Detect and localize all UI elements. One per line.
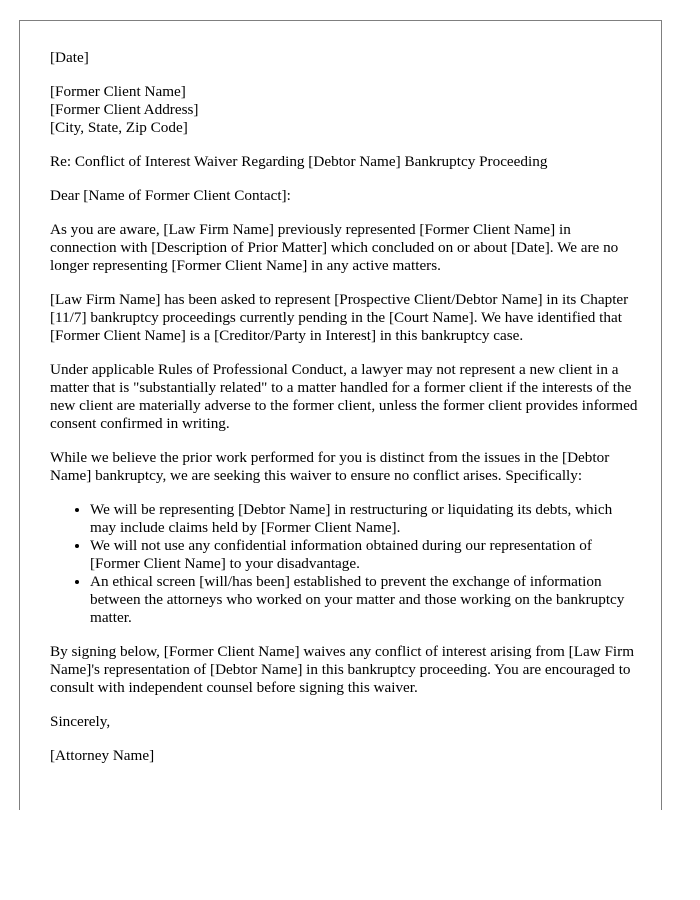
letter-date: [Date] (50, 49, 89, 66)
paragraph-waiver-statement: By signing below, [Former Client Name] waives any conflict of interest arising from [Law Firm Name]'s representation of [Debtor Name] in this bankruptcy proceeding. You are encouraged to consult with independent counsel before signing this waiver. (50, 643, 635, 696)
paragraph-new-engagement: [Law Firm Name] has been asked to represent [Prospective Client/Debtor Name] in its Chapter [11/7] bankruptcy proceedings currently pending in the [Court Name]. We have identified that [Former Client Name] is a [Creditor/Party in Interest] in this bankruptcy case. (50, 291, 629, 344)
signature-name: [Attorney Name] (50, 747, 155, 764)
paragraph-prior-representation: As you are aware, [Law Firm Name] previously represented [Former Client Name] in connection with [Description of Prior Matter] which concluded on or about [Date]. We are no longer representing [Former Client Name] in any active matters. (50, 221, 619, 274)
salutation: Dear [Name of Former Client Contact]: (50, 187, 291, 204)
paragraph-professional-rules: Under applicable Rules of Professional Conduct, a lawyer may not represent a new client in a matter that is "substantially related" to a matter handled for a former client if the interests of the new client are materially adverse to the former client, unless the former client provides informed consent confirmed in writing. (50, 361, 638, 432)
recipient-name: [Former Client Name] (50, 83, 186, 100)
letter-body (50, 49, 640, 781)
recipient-city-state-zip: [City, State, Zip Code] (50, 119, 188, 136)
assurances-list (50, 501, 640, 627)
list-item: • An ethical screen [will/has been] established to prevent the exchange of information between the attorneys who worked on your matter and those working on the bankruptcy matter. (90, 573, 640, 627)
paragraph-waiver-request: While we believe the prior work performed for you is distinct from the issues in the [Debtor Name] bankruptcy, we are seeking this waiver to ensure no conflict arises. Specifically: (50, 449, 610, 484)
subject-line: Re: Conflict of Interest Waiver Regarding [Debtor Name] Bankruptcy Proceeding (50, 153, 548, 170)
list-item: • We will be representing [Debtor Name] in restructuring or liquidating its debts, which may include claims held by [Former Client Name]. (90, 501, 640, 537)
signoff: Sincerely, (50, 713, 111, 730)
letter-page (19, 20, 662, 810)
recipient-address-block (50, 83, 640, 137)
recipient-address: [Former Client Address] (50, 101, 199, 118)
list-item: • We will not use any confidential information obtained during our representation of [Former Client Name] to your disadvantage. (90, 537, 640, 573)
